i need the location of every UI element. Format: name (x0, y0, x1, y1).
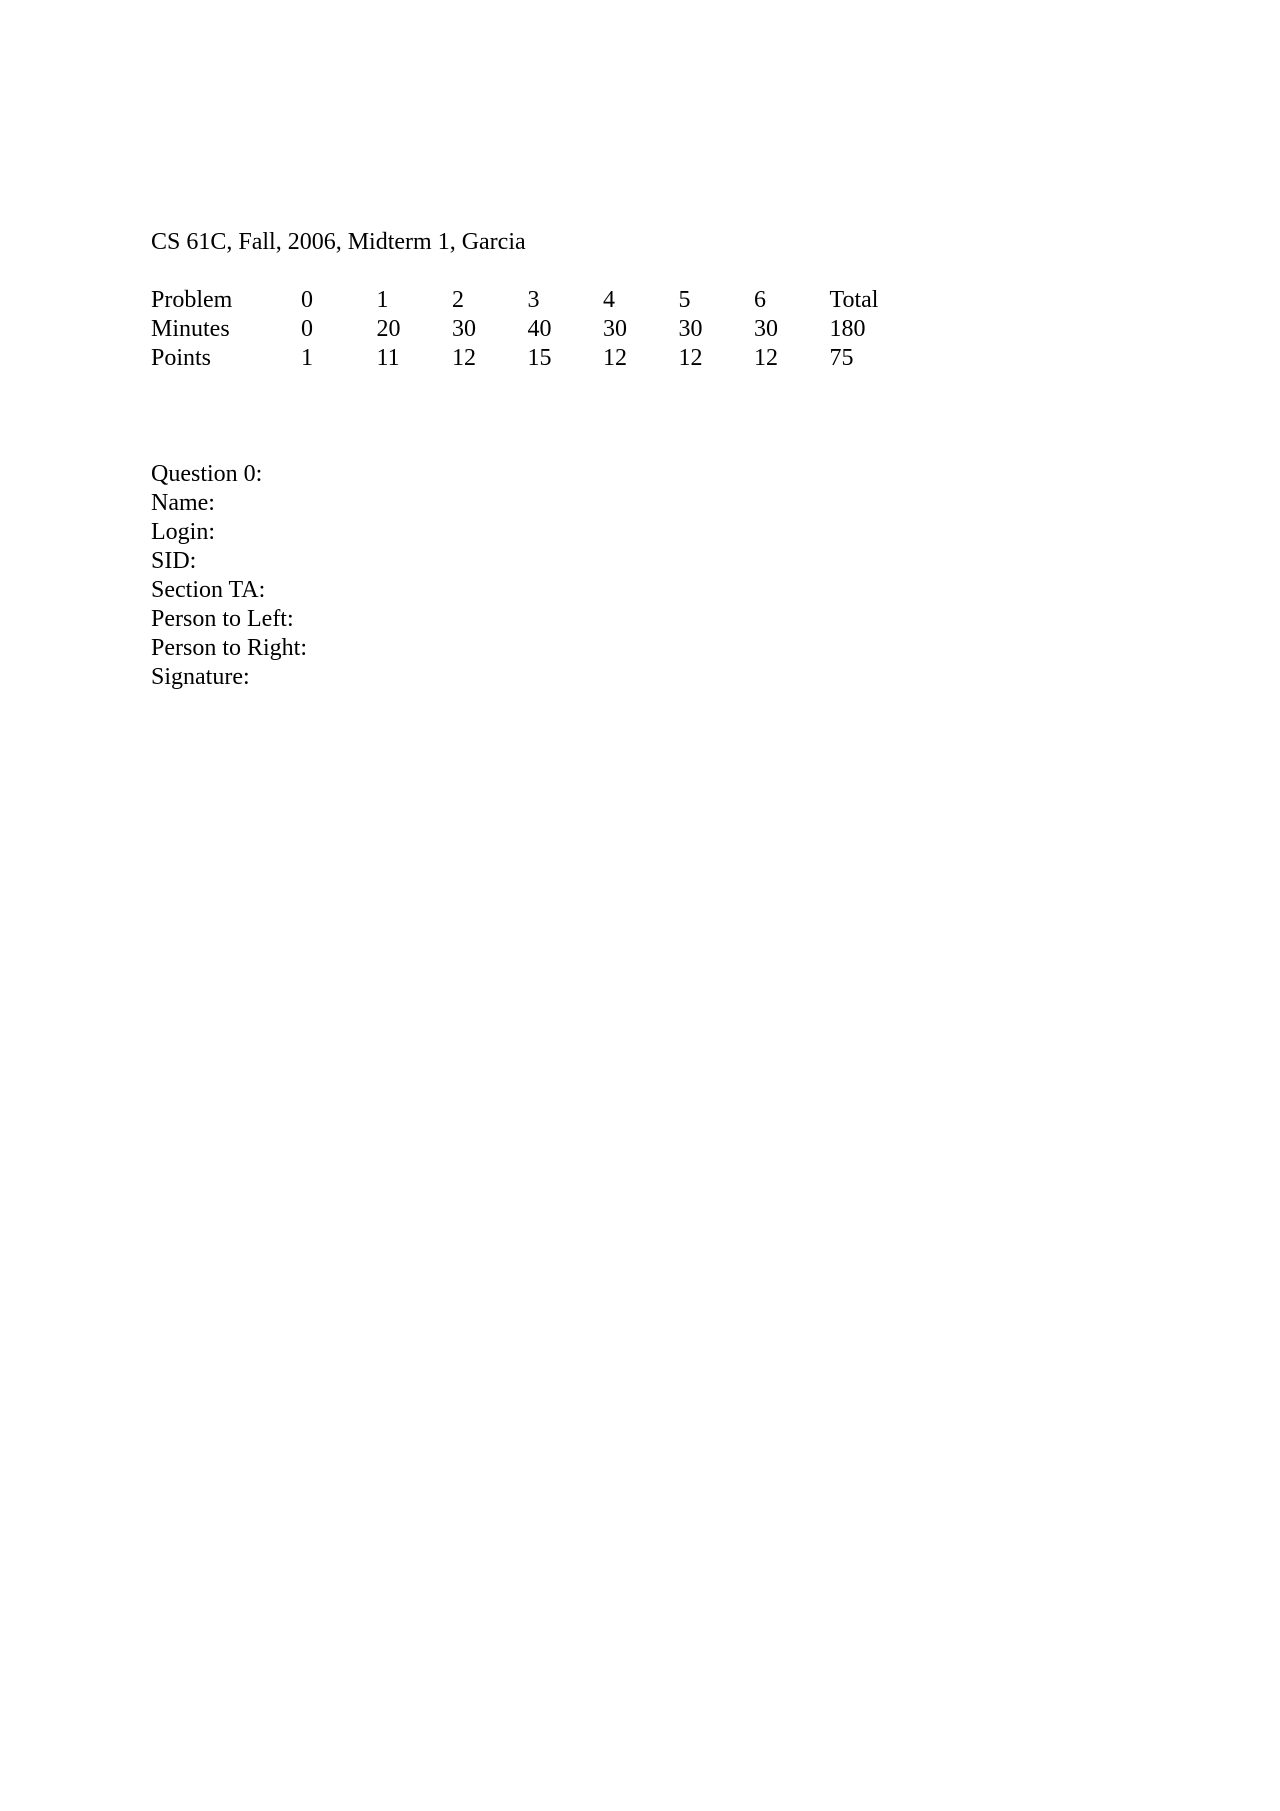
table-cell-total: Total (829, 287, 879, 313)
field-login: Login: (151, 519, 215, 545)
table-cell: 0 (301, 287, 313, 313)
table-cell: 5 (678, 287, 691, 313)
table-cell: 20 (376, 316, 401, 342)
table-cell: 4 (603, 287, 615, 313)
table-cell: 12 (754, 345, 778, 371)
table-cell: 0 (301, 316, 313, 342)
field-name: Name: (151, 490, 215, 516)
table-row-minutes (151, 315, 905, 344)
table-cell: 15 (527, 345, 552, 371)
table-cell: 2 (452, 287, 464, 313)
exam-title: CS 61C, Fall, 2006, Midterm 1, Garcia (151, 229, 526, 255)
table-cell: 30 (452, 316, 476, 342)
grade-table (151, 286, 905, 373)
question-0-fields (151, 460, 307, 692)
row-label: Problem (151, 287, 233, 313)
table-cell: 40 (527, 316, 552, 342)
row-label: Minutes (151, 316, 230, 342)
table-cell: 12 (603, 345, 627, 371)
table-cell: 6 (754, 287, 766, 313)
table-cell: 1 (376, 287, 389, 313)
table-cell: 12 (452, 345, 476, 371)
field-signature: Signature: (151, 664, 250, 690)
table-cell: 1 (301, 345, 313, 371)
table-cell: 3 (527, 287, 540, 313)
field-section-ta: Section TA: (151, 577, 266, 603)
question-0-heading: Question 0: (151, 461, 263, 487)
table-cell: 30 (754, 316, 778, 342)
table-cell-total: 75 (829, 345, 854, 371)
table-cell: 11 (376, 345, 400, 371)
table-cell: 30 (678, 316, 703, 342)
field-person-to-left: Person to Left: (151, 606, 294, 632)
row-label: Points (151, 345, 212, 371)
table-row-problem (151, 286, 905, 315)
field-person-to-right: Person to Right: (151, 635, 308, 661)
table-cell: 12 (678, 345, 703, 371)
field-sid: SID: (151, 548, 197, 574)
table-cell-total: 180 (829, 316, 866, 342)
table-row-points (151, 344, 905, 373)
table-cell: 30 (603, 316, 627, 342)
